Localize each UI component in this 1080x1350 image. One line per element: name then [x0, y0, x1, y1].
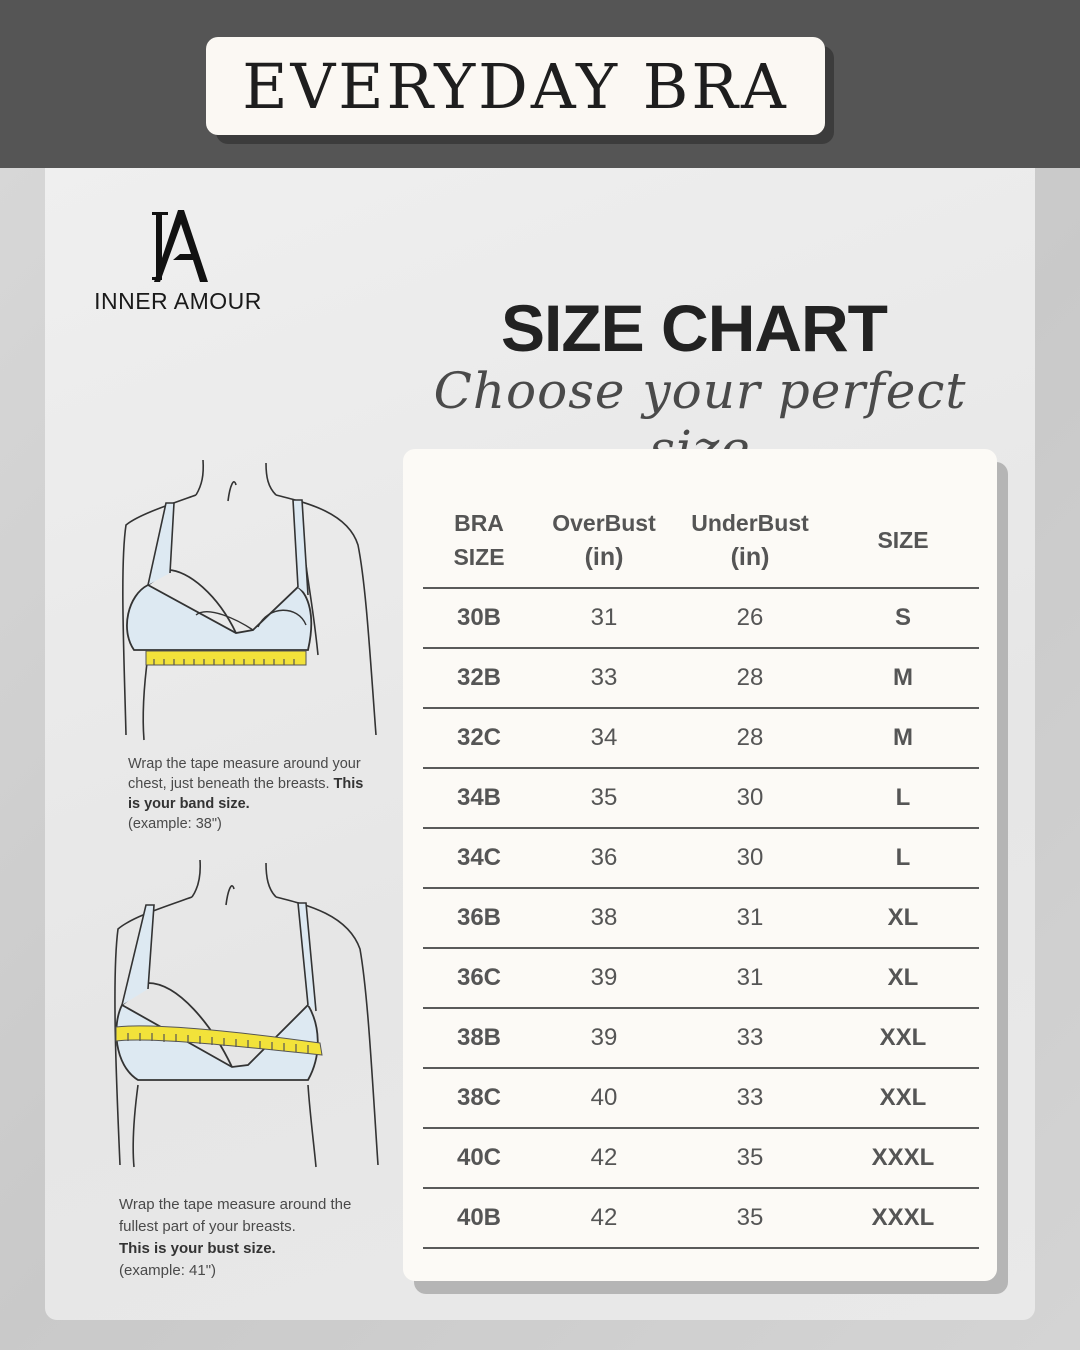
cell-size: L	[895, 844, 911, 871]
header-bra-size: BRA SIZE	[453, 510, 505, 570]
cell-size: M	[893, 664, 913, 691]
cell-underbust: 28	[736, 664, 764, 691]
cell-underbust: 35	[736, 1204, 764, 1231]
cell-overbust: 39	[590, 1024, 618, 1051]
ia-monogram-logo-icon	[138, 208, 218, 288]
cell-bra-size: 40C	[456, 1144, 502, 1171]
brand-name: INNER AMOUR	[94, 288, 262, 314]
cell-overbust: 42	[590, 1204, 618, 1231]
header-overbust: OverBust (in)	[552, 510, 656, 571]
cell-overbust: 38	[590, 904, 618, 931]
page-title: EVERYDAY BRA	[242, 49, 789, 123]
cell-underbust: 30	[736, 844, 764, 871]
cell-overbust: 36	[590, 844, 618, 871]
band-size-caption: Wrap the tape measure around your chest, just beneath the breasts. This is your band size. (example: 38")	[128, 756, 364, 832]
size-chart-title: SIZE CHART	[501, 291, 887, 365]
cell-bra-size: 36B	[456, 904, 502, 931]
cell-overbust: 40	[590, 1084, 618, 1111]
cell-overbust: 42	[590, 1144, 618, 1171]
header-size: SIZE	[877, 527, 929, 553]
size-chart-subtitle: Choose your perfect	[433, 362, 967, 420]
bust-size-caption: Wrap the tape measure around the fullest part of your breasts. This is your bust size. (example: 41")	[119, 1196, 352, 1279]
cell-underbust: 31	[736, 904, 764, 931]
cell-underbust: 33	[736, 1084, 764, 1111]
cell-size: L	[895, 784, 911, 811]
cell-underbust: 35	[736, 1144, 764, 1171]
cell-overbust: 33	[590, 664, 618, 691]
band-measure-illustration	[118, 455, 386, 745]
cell-underbust: 30	[736, 784, 764, 811]
cell-underbust: 28	[736, 724, 764, 751]
cell-overbust: 35	[590, 784, 618, 811]
cell-bra-size: 38C	[456, 1084, 502, 1111]
cell-overbust: 31	[590, 604, 618, 631]
cell-bra-size: 36C	[456, 964, 502, 991]
cell-bra-size: 40B	[456, 1204, 502, 1231]
cell-bra-size: 34C	[456, 844, 502, 871]
row-divider	[423, 1247, 979, 1249]
header-underbust: UnderBust (in)	[691, 510, 809, 571]
cell-size: XXXL	[871, 1204, 935, 1231]
cell-underbust: 26	[736, 604, 764, 631]
cell-overbust: 39	[590, 964, 618, 991]
cell-size: M	[893, 724, 913, 751]
cell-underbust: 31	[736, 964, 764, 991]
cell-bra-size: 34B	[456, 784, 502, 811]
cell-overbust: 34	[590, 724, 618, 751]
bust-measure-illustration	[108, 855, 386, 1175]
cell-bra-size: 32C	[456, 724, 502, 751]
cell-bra-size: 30B	[456, 604, 502, 631]
cell-underbust: 33	[736, 1024, 764, 1051]
cell-size: XXXL	[871, 1144, 935, 1171]
cell-bra-size: 38B	[456, 1024, 502, 1051]
cell-size: XL	[887, 964, 919, 991]
cell-size: XXL	[879, 1084, 927, 1111]
title-card	[206, 37, 825, 135]
cell-size: XL	[887, 904, 919, 931]
cell-size: XXL	[879, 1024, 927, 1051]
cell-size: S	[894, 604, 911, 631]
cell-bra-size: 32B	[456, 664, 502, 691]
